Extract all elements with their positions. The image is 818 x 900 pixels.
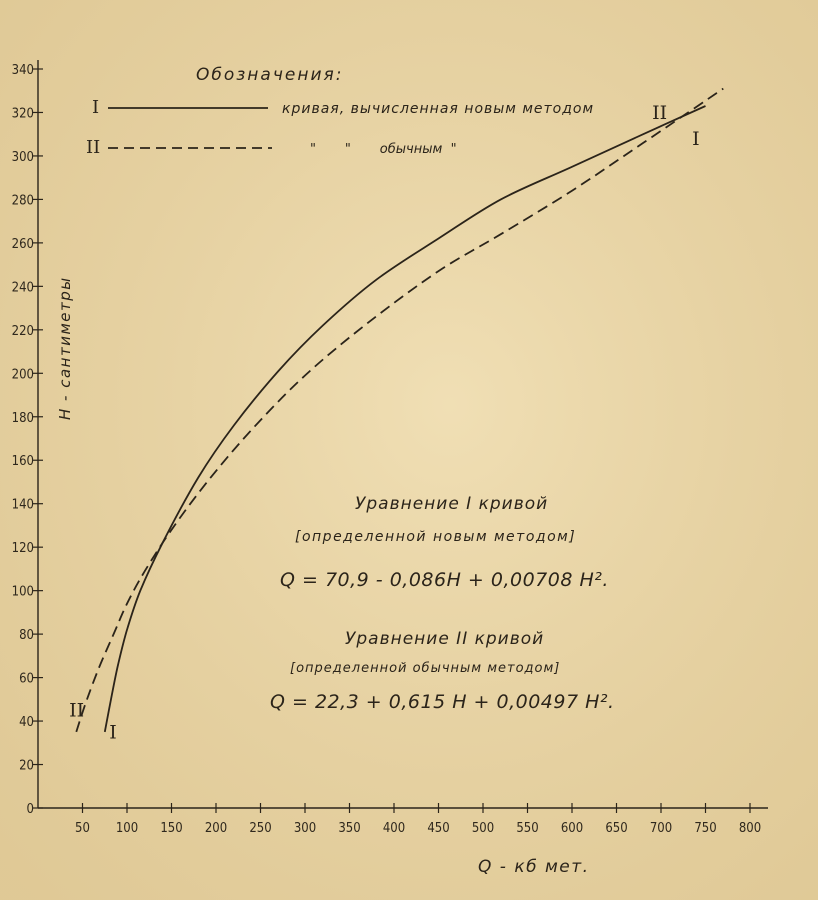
x-tick-label: 300 (293, 821, 317, 836)
y-tick-label: 340 (11, 63, 34, 78)
x-tick-label: 650 (605, 821, 628, 836)
x-tick-label: 200 (204, 821, 228, 836)
legend-label-2: " " обычным " (310, 142, 457, 157)
y-tick-label: 20 (19, 758, 34, 774)
y-tick-label: 60 (19, 671, 34, 687)
legend-label-1: кривая, вычисленная новым методом (282, 101, 595, 117)
y-tick-label: 80 (19, 628, 34, 644)
y-tick-label: 180 (11, 410, 34, 426)
y-tick-label: 260 (11, 236, 34, 252)
y-tick-label: 140 (11, 497, 34, 513)
x-tick-label: 500 (471, 821, 495, 836)
y-tick-label: 220 (11, 323, 34, 339)
x-axis-title: Q - кб мет. (478, 857, 590, 877)
x-tick-label: 450 (427, 821, 450, 836)
equation-1-title: Уравнение I кривой (355, 494, 549, 514)
y-tick-label: 0 (26, 802, 34, 817)
legend-marker-2: II (86, 137, 101, 158)
y-tick-label: 160 (11, 454, 34, 470)
curve-label: II (69, 699, 85, 722)
y-tick-label: 120 (11, 541, 34, 557)
curve-label: I (692, 128, 700, 151)
x-tick-label: 700 (649, 821, 673, 836)
equation-2-subtitle: [определенной обычным методом] (290, 661, 561, 676)
equation-2-title: Уравнение II кривой (345, 629, 545, 649)
x-tick-label: 550 (516, 821, 539, 836)
y-tick-label: 320 (11, 106, 34, 122)
curve-label: I (109, 721, 117, 744)
y-tick-label: 300 (11, 149, 34, 165)
x-tick-label: 350 (338, 821, 361, 836)
x-tick-label: 250 (249, 821, 272, 836)
x-tick-label: 100 (115, 821, 139, 836)
curve-label: II (652, 101, 668, 124)
x-tick-label: 400 (382, 821, 406, 836)
y-tick-label: 240 (11, 280, 34, 296)
equation-1-formula: Q = 70,9 - 0,086H + 0,00708 H². (280, 569, 609, 591)
legend-marker-1: I (92, 97, 100, 118)
y-tick-label: 280 (11, 193, 34, 209)
y-tick-label: 200 (11, 367, 34, 383)
x-tick-label: 150 (160, 821, 183, 836)
y-axis-title: H - сантиметры (56, 276, 74, 420)
x-tick-label: 600 (560, 821, 584, 836)
x-tick-label: 50 (75, 821, 90, 836)
x-tick-label: 750 (694, 821, 717, 836)
x-tick-label: 800 (738, 821, 762, 836)
equation-1-subtitle: [определенной новым методом] (295, 529, 577, 545)
y-tick-label: 100 (11, 584, 34, 600)
y-tick-label: 40 (19, 715, 34, 731)
equation-2-formula: Q = 22,3 + 0,615 H + 0,00497 H². (270, 691, 615, 713)
legend-title: Обозначения: (196, 65, 344, 85)
